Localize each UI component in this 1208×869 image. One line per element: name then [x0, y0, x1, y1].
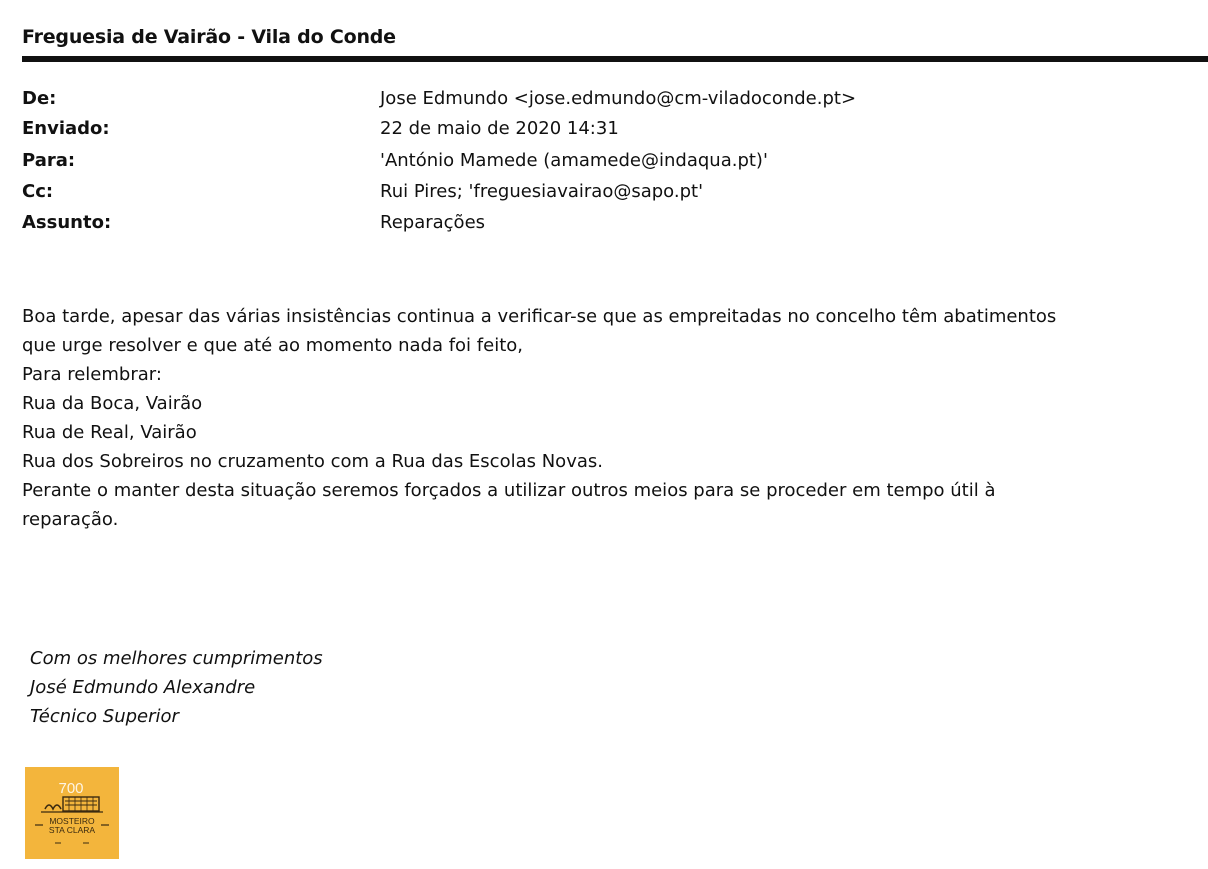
body-line: reparação. [22, 509, 119, 530]
to-row [22, 150, 1172, 178]
sent-row [22, 118, 1172, 146]
subject-value: Reparações [380, 212, 486, 233]
to-value: 'António Mamede (amamede@indaqua.pt)' [380, 150, 768, 171]
body-line: Rua dos Sobreiros no cruzamento com a Rua das Escolas Novas. [22, 451, 603, 472]
body-line: Para relembrar: [22, 364, 162, 385]
header-rule [22, 56, 1208, 62]
logo-line2: STA CLARA [48, 825, 96, 835]
cc-value: Rui Pires; 'freguesiavairao@sapo.pt' [380, 181, 704, 202]
cc-row [22, 181, 1172, 209]
body-line: Boa tarde, apesar das várias insistências continua a verificar-se que as empreitadas no concelho têm abatimentos [22, 306, 1057, 327]
sent-value: 22 de maio de 2020 14:31 [380, 118, 619, 139]
signature [30, 644, 323, 731]
body-line: Rua de Real, Vairão [22, 422, 197, 443]
logo-number: 700 [58, 780, 84, 797]
to-label: Para: [22, 150, 76, 171]
logo-line1: MOSTEIRO [49, 816, 95, 826]
email-body [22, 302, 1202, 534]
mosteiro-logo [25, 767, 119, 859]
cc-label: Cc: [22, 181, 54, 202]
mosteiro-logo-graphic [25, 767, 119, 859]
signature-closing: Com os melhores cumprimentos [30, 648, 323, 669]
subject-row [22, 212, 1172, 240]
subject-label: Assunto: [22, 212, 112, 233]
org-title: Freguesia de Vairão - Vila do Conde [22, 26, 396, 48]
body-line: que urge resolver e que até ao momento nada foi feito, [22, 335, 523, 356]
body-line: Rua da Boca, Vairão [22, 393, 203, 414]
from-label: De: [22, 88, 57, 109]
from-row [22, 88, 1172, 116]
signature-name: José Edmundo Alexandre [30, 677, 256, 698]
signature-title: Técnico Superior [30, 706, 179, 727]
from-value: Jose Edmundo <jose.edmundo@cm-viladoconde.pt> [380, 88, 857, 109]
body-line: Perante o manter desta situação seremos forçados a utilizar outros meios para se proceder em tempo útil à [22, 480, 996, 501]
sent-label: Enviado: [22, 118, 110, 139]
